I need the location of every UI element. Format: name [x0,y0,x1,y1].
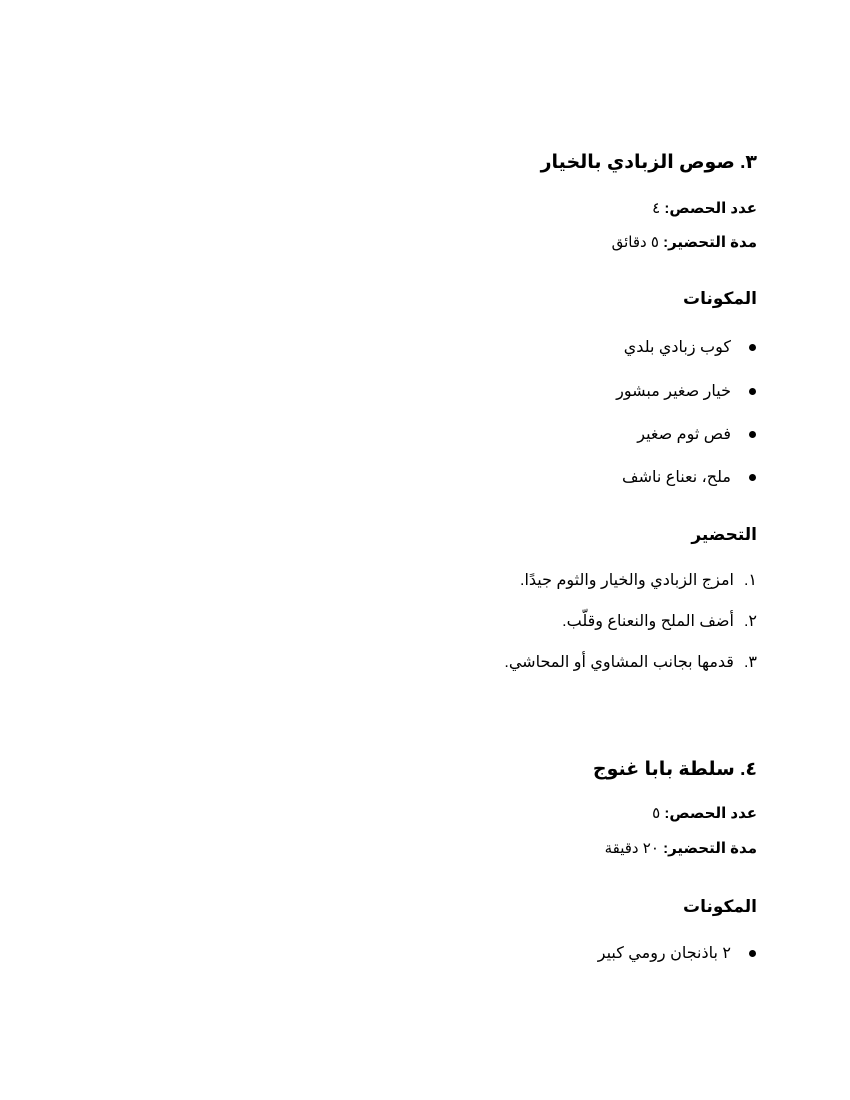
servings-value: ٥ [652,805,661,822]
ingredient-text: ملح، نعناع ناشف [622,469,731,486]
recipe-3-prep-time [612,233,757,251]
prep-time-label: مدة التحضير: [663,840,757,857]
bullet-icon [749,388,756,395]
list-item [616,381,757,401]
ingredient-text: خيار صغير مبشور [616,383,731,400]
step-text: امزج الزبادي والخيار والثوم جيدًا. [520,572,734,589]
servings-label: عدد الحصص: [664,200,757,217]
step-text: أضف الملح والنعناع وقلّب. [562,613,734,630]
ingredient-text: فص ثوم صغير [637,426,731,443]
recipe-4-ingredients-heading: المكونات [682,897,757,916]
prep-time-value: ٢٠ دقيقة [604,840,659,857]
step-item [520,570,757,590]
ingredient-text: ٢ باذنجان رومي كبير [597,945,731,962]
step-number: ٢. [743,613,757,630]
recipe-3-title: ٣. صوص الزبادي بالخيار [540,152,757,173]
step-item [562,611,757,631]
prep-time-value: ٥ دقائق [611,234,659,251]
servings-value: ٤ [652,200,661,217]
recipe-4-prep-time [605,839,757,857]
list-item [622,467,757,487]
step-text: قدمها بجانب المشاوي أو المحاشي. [504,654,734,671]
bullet-icon [749,431,756,438]
prep-time-label: مدة التحضير: [663,234,757,251]
step-number: ١. [743,572,757,589]
bullet-icon [749,474,756,481]
step-item [504,652,757,672]
recipe-4-title: ٤. سلطة بابا غنوج [592,759,757,780]
list-item [624,337,757,357]
recipe-3-servings [652,199,757,217]
list-item [598,943,757,963]
step-number: ٣. [743,654,757,671]
recipe-4-servings [652,804,757,822]
bullet-icon [749,950,756,957]
recipe-3-preparation-heading: التحضير [691,525,757,544]
bullet-icon [749,344,756,351]
recipe-3-ingredients-heading: المكونات [682,289,757,308]
ingredient-text: كوب زبادي بلدي [623,339,731,356]
list-item [637,424,757,444]
servings-label: عدد الحصص: [664,805,757,822]
